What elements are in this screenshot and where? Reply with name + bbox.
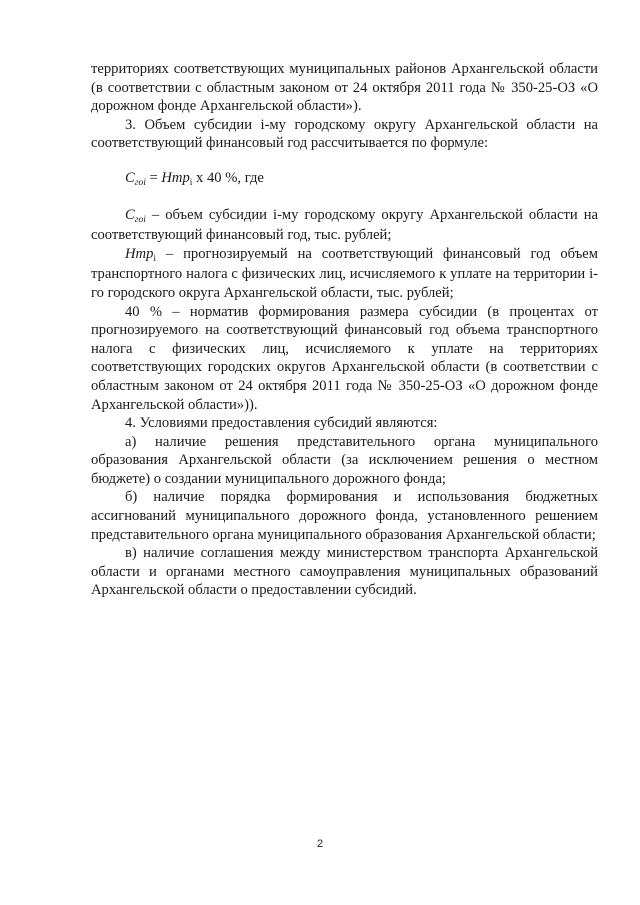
definition-40-percent: 40 % – норматив формирования размера субсидии (в процентах от прогнозируемого на соответствующий финансовый год объема транспортного налога с физических лиц, исчисляемого к уплате на территориях соответствующих городских округов Архангельской области (в соответствии с областным законом от 24 октября 2011 года № 350-25-ОЗ «О дорожном фонде Архангельской области»)).: [91, 303, 598, 413]
formula-rest: х 40 %, где: [192, 169, 264, 186]
definition-c: [91, 206, 598, 245]
paragraph-item-4: 4. Условиями предоставления субсидий являются:: [125, 415, 438, 432]
formula-ntr-symbol: Нтр: [161, 169, 190, 186]
paragraph-item-3: 3. Объем субсидии i-му городскому округу Архангельской области на соответствующий финансовый год рассчитывается по формуле:: [91, 116, 598, 152]
definition-c-text: – объем субсидии i-му городскому округу Архангельской области на соответствующий финансовый год, тыс. рублей;: [91, 206, 598, 244]
page-number: 2: [316, 838, 324, 850]
formula-ntr-subscript: i: [189, 177, 193, 188]
formula-c-symbol: C: [125, 169, 135, 186]
formula-line: [91, 169, 598, 190]
condition-b: б) наличие порядка формирования и использования бюджетных ассигнований муниципального дорожного фонда, установленного решением представительного органа муниципального образования Архангельской области;: [91, 489, 598, 543]
condition-v: в) наличие соглашения между министерством транспорта Архангельской области и органами местного самоуправления муниципальных образований Архангельской области о предоставлении субсидий.: [91, 545, 598, 599]
document-body: [91, 60, 598, 600]
definition-ntr: [91, 245, 598, 303]
paragraph-continuation: территориях соответствующих муниципальных районов Архангельской области (в соответствии с областным законом от 24 октября 2011 года № 350-25-ОЗ «О дорожном фонде Архангельской области»).: [91, 61, 598, 115]
definition-c-subscript: гoi: [134, 214, 146, 225]
condition-a: а) наличие решения представительного органа муниципального образования Архангельской области (за исключением решения о местном бюджете) о создании муниципального дорожного фонда;: [91, 433, 598, 487]
definition-ntr-text: – прогнозируемый на соответствующий финансовый год объем транспортного налога с физических лиц, исчисляемого к уплате на территории i-го городского округа Архангельской области, тыс. рублей;: [91, 245, 598, 301]
definition-ntr-symbol: Нтр: [125, 245, 154, 262]
formula-c-subscript: гoi: [134, 177, 146, 188]
definition-ntr-subscript: i: [153, 253, 157, 264]
definition-c-symbol: C: [125, 206, 135, 223]
formula-equals: =: [145, 169, 162, 186]
